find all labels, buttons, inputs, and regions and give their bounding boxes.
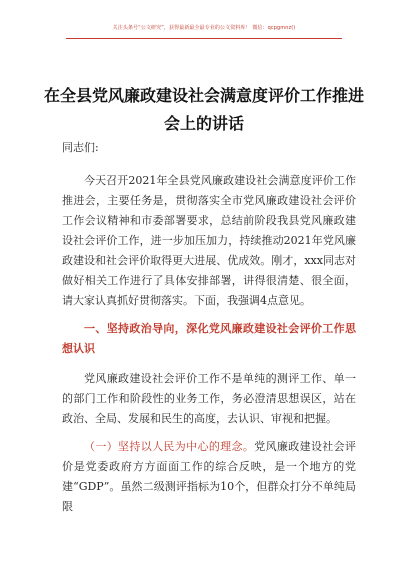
paragraph-section-1: 党风廉政建设社会评价工作不是单纯的测评工作、单一的部门工作和阶段性的业务工作，务必澄清思想误区，站在政治、全局、发展和民生的高度，去认识、审视和把握。 xyxy=(62,372,356,425)
header-rule xyxy=(66,38,342,39)
document-title: 在全县党风廉政建设社会满意度评价工作推进会上的讲话 xyxy=(43,86,364,133)
greeting: 同志们: xyxy=(62,141,99,154)
document-body xyxy=(62,138,356,517)
subsection-1-text: 党风廉政建设社会评价是党委政府方方面面工作的综合反映，是一个地方的党建“GDP”。虽然二级测评指标为10个，但群众打分不单纯局限 xyxy=(62,440,357,513)
header-banner: 关注头条号“公文研究”，获得最新最全最专业的公文资料库！ 微信：qcpgmnz() xyxy=(112,25,296,31)
section-heading-1: 一、坚持政治导向，深化党风廉政建设社会评价工作思想认识 xyxy=(62,322,356,355)
paragraph-subsection-1 xyxy=(62,437,356,517)
subheading-1: （一）坚持以人民为中心的理念。 xyxy=(84,440,255,453)
paragraph-intro: 今天召开2021年全县党风廉政建设社会满意度评价工作推进会，主要任务是，贯彻落实全市党风廉政建设社会评价工作会议精神和市委部署要求，总结前阶段我县党风廉政建设社会评价工作，进一步加压加力，持续推动2021年党风廉政建设和社会评价取得更大进展、优成效。刚才，xxx同志对做好相关工作进行了具体安排部署，讲得很清楚、很全面，请大家认真抓好贯彻落实。下面，我强调4点意见。 xyxy=(62,174,356,307)
